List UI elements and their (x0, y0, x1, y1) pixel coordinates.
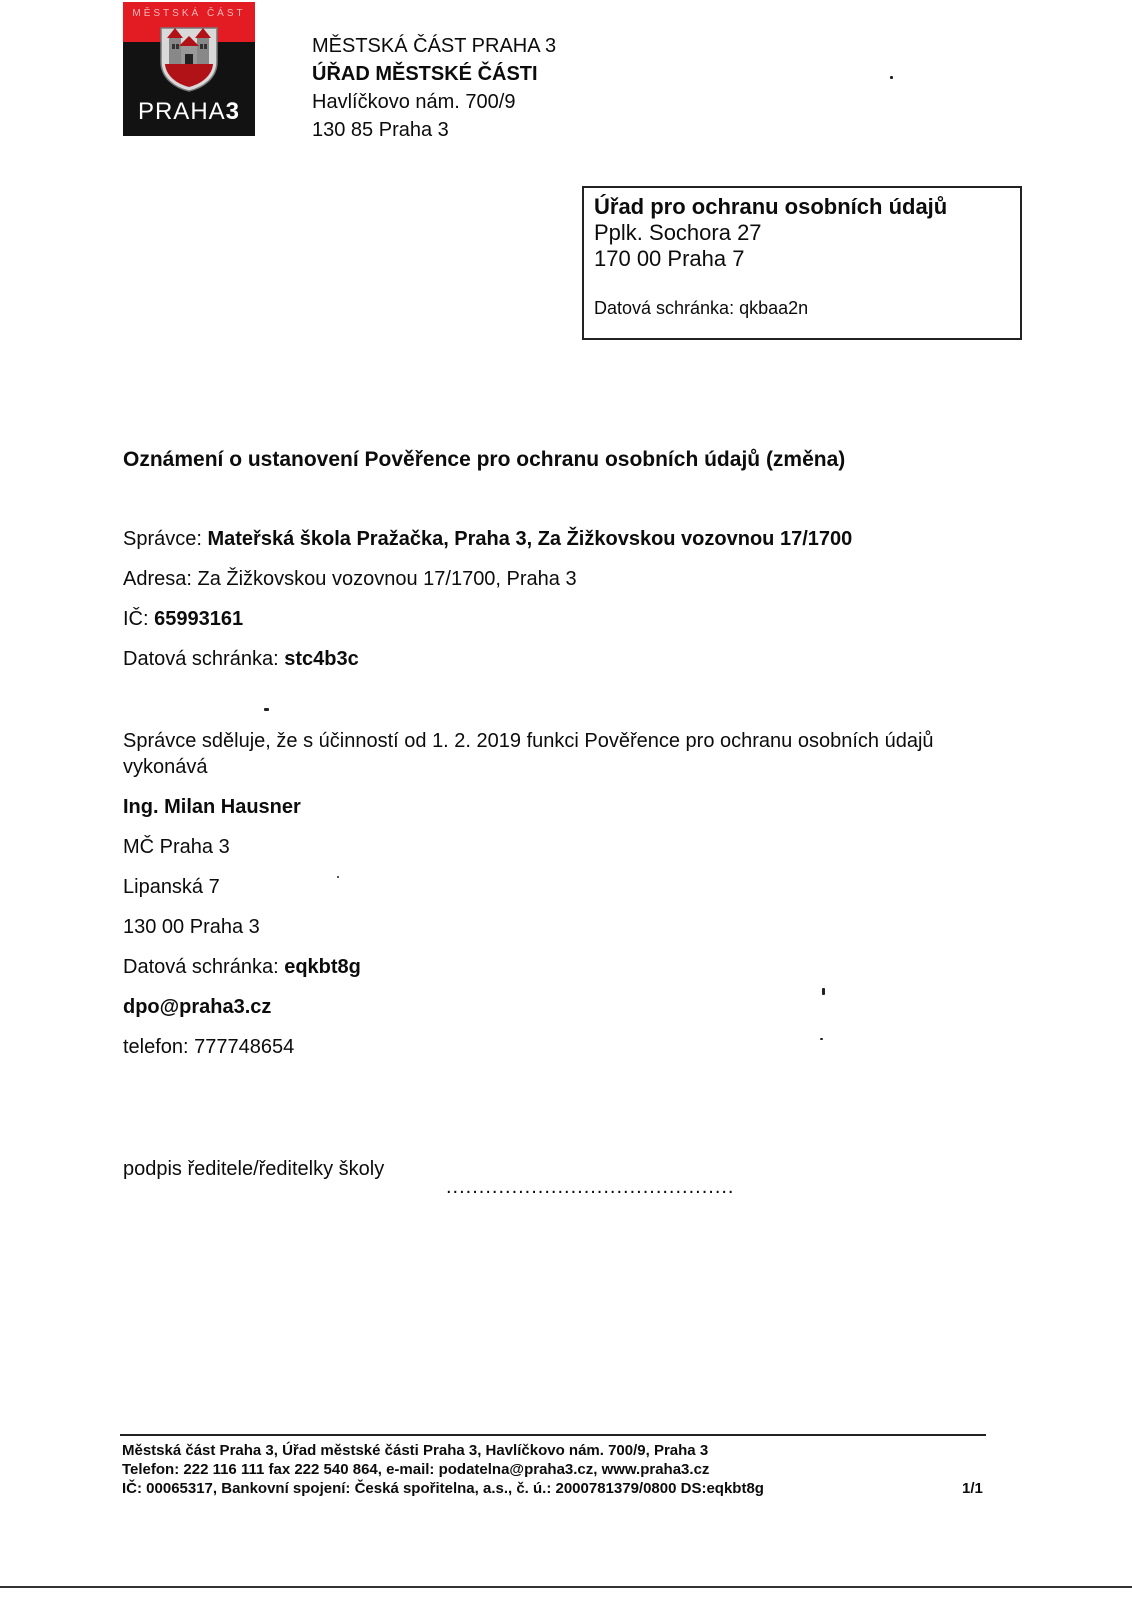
scan-speck (822, 988, 825, 995)
sender-line-3: Havlíčkovo nám. 700/9 (312, 91, 516, 113)
officer-phone: telefon: 777748654 (123, 1036, 295, 1058)
controller-label: Správce: (123, 528, 208, 550)
ic-line (123, 608, 243, 631)
controller-databox-line (123, 648, 359, 671)
recipient-name: Úřad pro ochranu osobních údajů (594, 194, 948, 219)
scan-speck (820, 1038, 823, 1040)
officer-street: Lipanská 7 (123, 876, 220, 898)
sender-line-2: ÚŘAD MĚSTSKÉ ČÁSTI (312, 63, 538, 85)
statement-line-1: Správce sděluje, že s účinností od 1. 2. 2019 funkci Pověřence pro ochranu osobních údajů (123, 730, 934, 752)
document-title: Oznámení o ustanovení Pověřence pro ochranu osobních údajů (změna) (123, 448, 846, 471)
controller-value: Mateřská škola Pražačka, Praha 3, Za Žižkovskou vozovnou 17/1700 (207, 528, 853, 550)
praha3-logo (123, 2, 255, 136)
logo-city-number: 3 (225, 98, 241, 125)
recipient-city: 170 00 Praha 7 (594, 246, 745, 271)
controller-databox-label: Datová schránka: (123, 648, 285, 670)
signature-label: podpis ředitele/ředitelky školy (123, 1158, 385, 1180)
officer-name: Ing. Milan Hausner (123, 796, 301, 818)
address-label: Adresa: (123, 568, 198, 590)
scan-speck (264, 708, 269, 711)
officer-city: 130 00 Praha 3 (123, 916, 260, 938)
footer-line-3: IČ: 00065317, Bankovní spojení: Česká spořitelna, a.s., č. ú.: 2000781379/0800 DS:eqkbt8g (122, 1480, 764, 1497)
logo-top-text: MĚSTSKÁ ČÁST (132, 8, 246, 19)
coat-of-arms-icon (157, 24, 221, 92)
logo-city-text (123, 98, 255, 126)
address-value: Za Žižkovskou vozovnou 17/1700, Praha 3 (197, 568, 577, 590)
recipient-street: Pplk. Sochora 27 (594, 220, 762, 245)
officer-databox-line (123, 956, 361, 979)
page-number: 1/1 (962, 1480, 983, 1497)
officer-databox-value: eqkbt8g (284, 956, 361, 978)
recipient-address-box (582, 186, 1022, 340)
scan-speck (337, 876, 339, 878)
officer-email: dpo@praha3.cz (123, 996, 272, 1018)
address-line (123, 568, 577, 591)
statement-line-2: vykonává (123, 756, 208, 778)
ic-value: 65993161 (154, 608, 244, 630)
recipient-databox: Datová schránka: qkbaa2n (594, 298, 809, 318)
footer-line-2: Telefon: 222 116 111 fax 222 540 864, e-mail: podatelna@praha3.cz, www.praha3.cz (122, 1461, 710, 1478)
sender-line-4: 130 85 Praha 3 (312, 119, 449, 141)
officer-org: MČ Praha 3 (123, 836, 230, 858)
officer-databox-label: Datová schránka: (123, 956, 285, 978)
signature-line: ............................................ (446, 1176, 735, 1198)
scan-speck (890, 76, 893, 79)
footer-line-1: Městská část Praha 3, Úřad městské části Praha 3, Havlíčkovo nám. 700/9, Praha 3 (122, 1442, 709, 1459)
sender-line-1: MĚSTSKÁ ČÁST PRAHA 3 (312, 35, 557, 57)
logo-city-word: PRAHA (137, 98, 226, 125)
ic-label: IČ: (123, 608, 155, 630)
footer-divider (120, 1434, 986, 1436)
controller-databox-value: stc4b3c (284, 648, 359, 670)
controller-line (123, 528, 852, 551)
scan-edge-line (0, 1586, 1132, 1588)
